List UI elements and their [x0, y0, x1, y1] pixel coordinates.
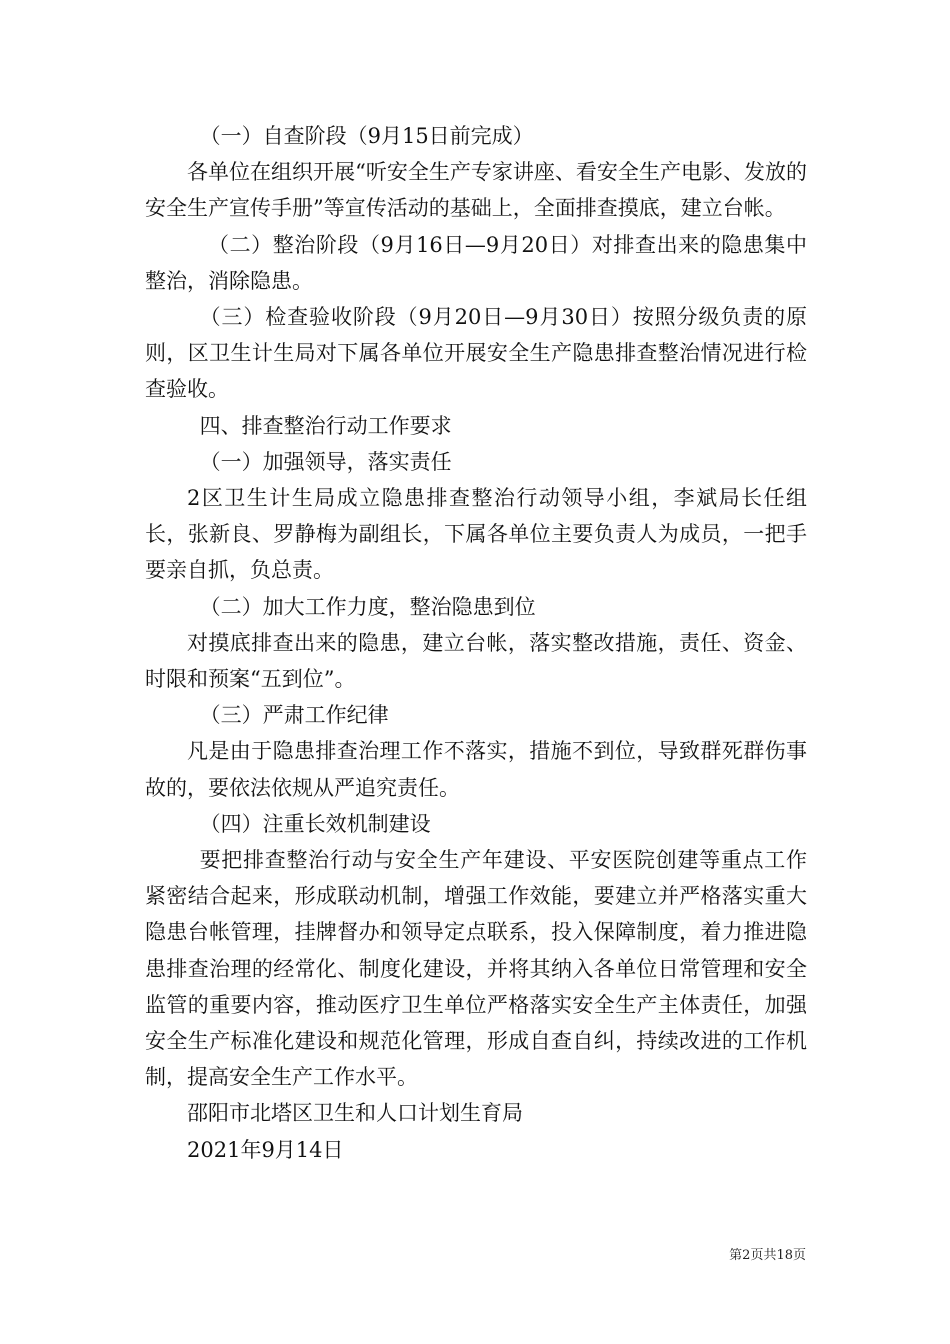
subheading-leadership: （一）加强领导，落实责任	[199, 449, 452, 474]
subheading-long-term-mechanism: （四）注重长效机制建设	[199, 811, 431, 836]
document-body	[145, 118, 807, 1168]
page-number-footer: 第2页共18页	[729, 1248, 806, 1263]
section-heading-requirements: 四、排查整治行动工作要求	[199, 413, 452, 438]
signature-date: 2021年9月14日	[187, 1137, 344, 1162]
paragraph-inspection-stage: （三）检查验收阶段（9月20日—9月30日）按照分级负责的原则，区卫生计生局对下属各单位开展安全生产隐患排查整治情况进行检查验收。	[145, 305, 807, 402]
section-heading-self-check: （一）自查阶段（9月15日前完成）	[199, 124, 534, 148]
subheading-strengthen-work: （二）加大工作力度，整治隐患到位	[199, 594, 536, 619]
subheading-discipline: （三）严肃工作纪律	[199, 703, 389, 728]
paragraph-rectification-stage: （二）整治阶段（9月16日—9月20日）对排查出来的隐患集中整治，消除隐患。	[145, 232, 807, 293]
paragraph-discipline-body: 凡是由于隐患排查治理工作不落实，措施不到位，导致群死群伤事故的，要依法依规从严追究责任。	[145, 739, 807, 800]
paragraph-self-check-body: 各单位在组织开展“听安全生产专家讲座、看安全生产电影、发放的安全生产宣传手册”等宣传活动的基础上，全面排查摸底，建立台帐。	[145, 160, 807, 221]
signature-organization: 邵阳市北塔区卫生和人口计划生育局	[187, 1101, 523, 1126]
paragraph-leadership-body: 2区卫生计生局成立隐患排查整治行动领导小组，李斌局长任组长，张新良、罗静梅为副组长，下属各单位主要负责人为成员，一把手要亲自抓，负总责。	[145, 486, 807, 583]
paragraph-strengthen-work-body: 对摸底排查出来的隐患，建立台帐，落实整改措施，责任、资金、时限和预案“五到位”。	[145, 630, 807, 692]
paragraph-long-term-mechanism-body: 要把排查整治行动与安全生产年建设、平安医院创建等重点工作紧密结合起来，形成联动机制，增强工作效能，要建立并严格落实重大隐患台帐管理，挂牌督办和领导定点联系，投入保障制度，着力推进隐患排查治理的经常化、制度化建设，并将其纳入各单位日常管理和安全监管的重要内容，推动医疗卫生单位严格落实安全生产主体责任，加强安全生产标准化建设和规范化管理，形成自查自纠，持续改进的工作机制，提高安全生产工作水平。	[145, 848, 807, 1090]
